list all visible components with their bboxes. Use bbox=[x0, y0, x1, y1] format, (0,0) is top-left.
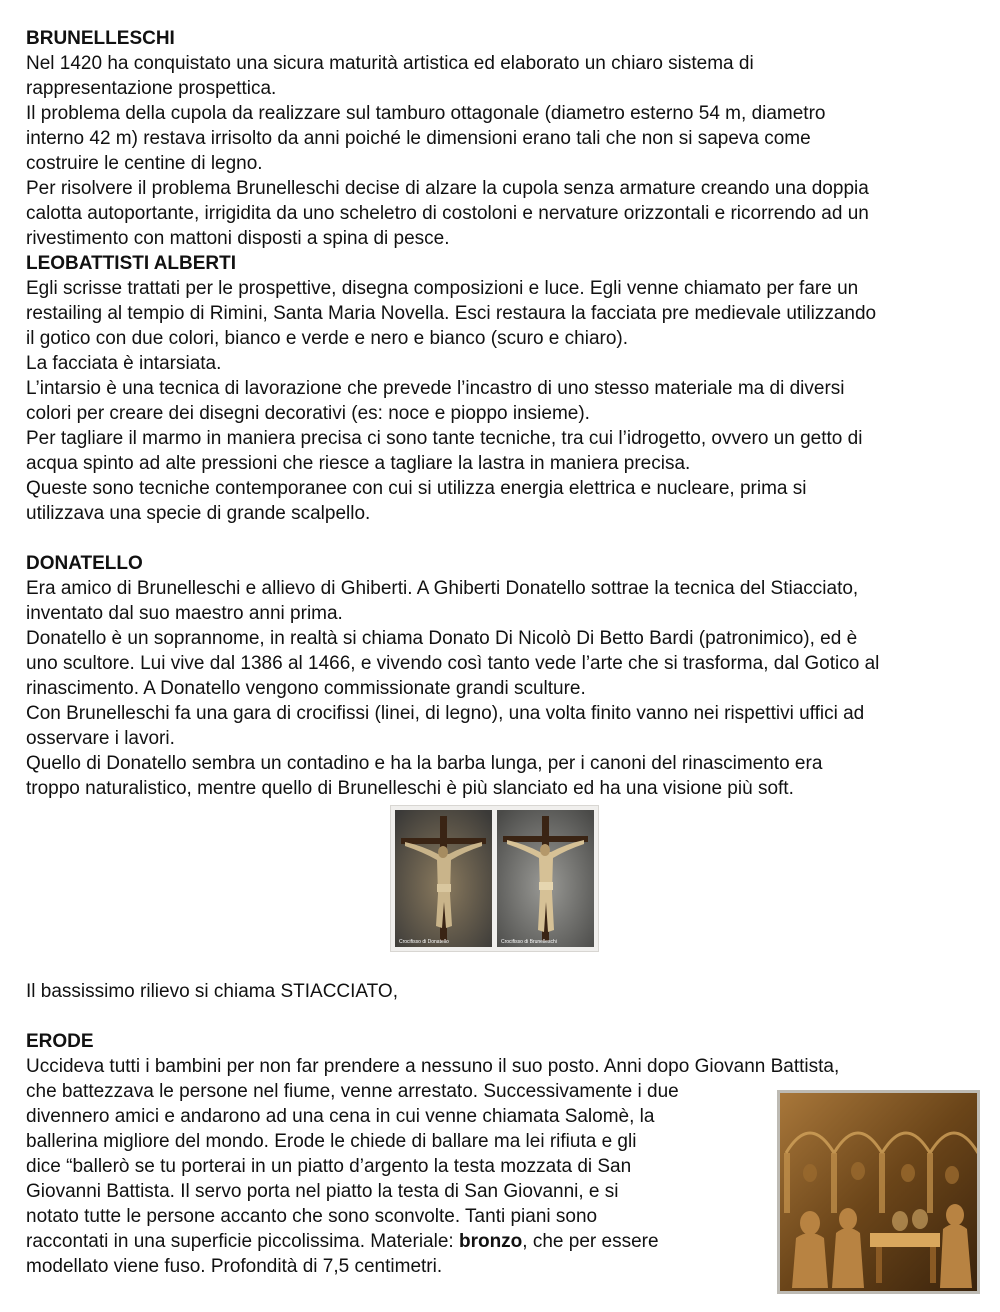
paragraph-line: rinascimento. A Donatello vengono commissionate grandi sculture. bbox=[26, 678, 586, 699]
material-bold: bronzo bbox=[458, 1231, 523, 1252]
heading-erode: ERODE bbox=[26, 1031, 94, 1052]
paragraph-line: calotta autoportante, irrigidita da uno scheletro di costoloni e nervature orizzontali e ricorrendo ad un bbox=[26, 203, 869, 224]
heading-donatello: DONATELLO bbox=[26, 553, 143, 574]
paragraph-line: il gotico con due colori, bianco e verde e nero e bianco (scuro e chiaro). bbox=[26, 328, 629, 349]
paragraph-line: Nel 1420 ha conquistato una sicura maturità artistica ed elaborato un chiaro sistema di bbox=[26, 53, 754, 74]
caption-donatello: Crocifisso di Donatello bbox=[399, 939, 449, 945]
blank-line bbox=[26, 526, 986, 551]
heading-alberti: LEOBATTISTI ALBERTI bbox=[26, 253, 237, 274]
paragraph-line: dice “ballerò se tu porterai in un piatto d’argento la testa mozzata di San bbox=[26, 1156, 632, 1177]
paragraph-line: uno scultore. Lui vive dal 1386 al 1466, e vivendo così tanto vede l’arte che si trasforma, dal Gotico al bbox=[26, 653, 880, 674]
paragraph-line: rivestimento con mattoni disposti a spina di pesce. bbox=[26, 228, 450, 249]
relief-illustration bbox=[780, 1093, 977, 1291]
material-prefix: raccontati in una superficie piccolissima. Materiale: bbox=[26, 1231, 459, 1252]
paragraph-line: notato tutte le persone accanto che sono sconvolte. Tanti piani sono bbox=[26, 1206, 598, 1227]
paragraph-line: modellato viene fuso. Profondità di 7,5 centimetri. bbox=[26, 1256, 443, 1277]
paragraph-line: Donatello è un soprannome, in realtà si chiama Donato Di Nicolò Di Betto Bardi (patronimico), ed è bbox=[26, 628, 858, 649]
paragraph-line: interno 42 m) restava irrisolto da anni poiché le dimensioni erano tali che non si sapeva come bbox=[26, 128, 811, 149]
paragraph-line: Il problema della cupola da realizzare sul tamburo ottagonale (diametro esterno 54 m, diametro bbox=[26, 103, 826, 124]
paragraph-line: Giovanni Battista. Il servo porta nel piatto la testa di San Giovanni, e si bbox=[26, 1181, 619, 1202]
paragraph-line: acqua spinto ad alte pressioni che riesce a tagliare la lastra in maniera precisa. bbox=[26, 453, 691, 474]
paragraph-line-material bbox=[26, 1229, 839, 1254]
paragraph-line: Per risolvere il problema Brunelleschi decise di alzare la cupola senza armature creando una doppia bbox=[26, 178, 869, 199]
material-suffix: , che per essere bbox=[522, 1231, 659, 1252]
paragraph-line: utilizzava una specie di grande scalpello. bbox=[26, 503, 371, 524]
paragraph-line: divennero amici e andarono ad una cena in cui venne chiamata Salomè, la bbox=[26, 1106, 655, 1127]
paragraph-line: troppo naturalistico, mentre quello di Brunelleschi è più slanciato ed ha una visione più soft. bbox=[26, 778, 794, 799]
paragraph-line: Queste sono tecniche contemporanee con cui si utilizza energia elettrica e nucleare, prima si bbox=[26, 478, 807, 499]
paragraph-line: L’intarsio è una tecnica di lavorazione che prevede l’incastro di uno stesso materiale ma di diversi bbox=[26, 378, 845, 399]
paragraph-line: Per tagliare il marmo in maniera precisa ci sono tante tecniche, tra cui l’idrogetto, ovvero un getto di bbox=[26, 428, 863, 449]
paragraph-line: Egli scrisse trattati per le prospettive, disegna composizioni e luce. Egli venne chiamato per fare un bbox=[26, 278, 859, 299]
stiacciato-text: Il bassissimo rilievo si chiama STIACCIATO, bbox=[26, 981, 398, 1002]
paragraph-line: rappresentazione prospettica. bbox=[26, 78, 277, 99]
paragraph-line: osservare i lavori. bbox=[26, 728, 175, 749]
paragraph-line: colori per creare dei disegni decorativi (es: noce e pioppo insieme). bbox=[26, 403, 590, 424]
caption-brunelleschi: Crocifisso di Brunelleschi bbox=[501, 939, 557, 945]
paragraph-line: La facciata è intarsiata. bbox=[26, 353, 222, 374]
paragraph-line: ballerina migliore del mondo. Erode le chiede di ballare ma lei rifiuta e gli bbox=[26, 1131, 637, 1152]
paragraph-line: Uccideva tutti i bambini per non far prendere a nessuno il suo posto. Anni dopo Giovann Battista, bbox=[26, 1056, 840, 1077]
crucifix-illustration bbox=[391, 806, 598, 951]
paragraph-line: restailing al tempio di Rimini, Santa Maria Novella. Esci restaura la facciata pre medievale utilizzando bbox=[26, 303, 877, 324]
paragraph-line: Con Brunelleschi fa una gara di crocifissi (linei, di legno), una volta finito vanno nei rispettivi uffici ad bbox=[26, 703, 865, 724]
heading-brunelleschi: BRUNELLESCHI bbox=[26, 28, 175, 49]
paragraph-line: che battezzava le persone nel fiume, venne arrestato. Successivamente i due bbox=[26, 1081, 679, 1102]
erode-section bbox=[26, 1029, 839, 1279]
text-flow bbox=[26, 26, 986, 801]
paragraph-line: Quello di Donatello sembra un contadino e ha la barba lunga, per i canoni del rinascimento era bbox=[26, 753, 823, 774]
paragraph-line: costruire le centine di legno. bbox=[26, 153, 263, 174]
crucifix-comparison-image bbox=[390, 805, 599, 952]
feast-of-herod-relief-image bbox=[777, 1090, 980, 1294]
paragraph-line: inventato dal suo maestro anni prima. bbox=[26, 603, 343, 624]
paragraph-line: Era amico di Brunelleschi e allievo di Ghiberti. A Ghiberti Donatello sottrae la tecnica del Stiacciato, bbox=[26, 578, 859, 599]
